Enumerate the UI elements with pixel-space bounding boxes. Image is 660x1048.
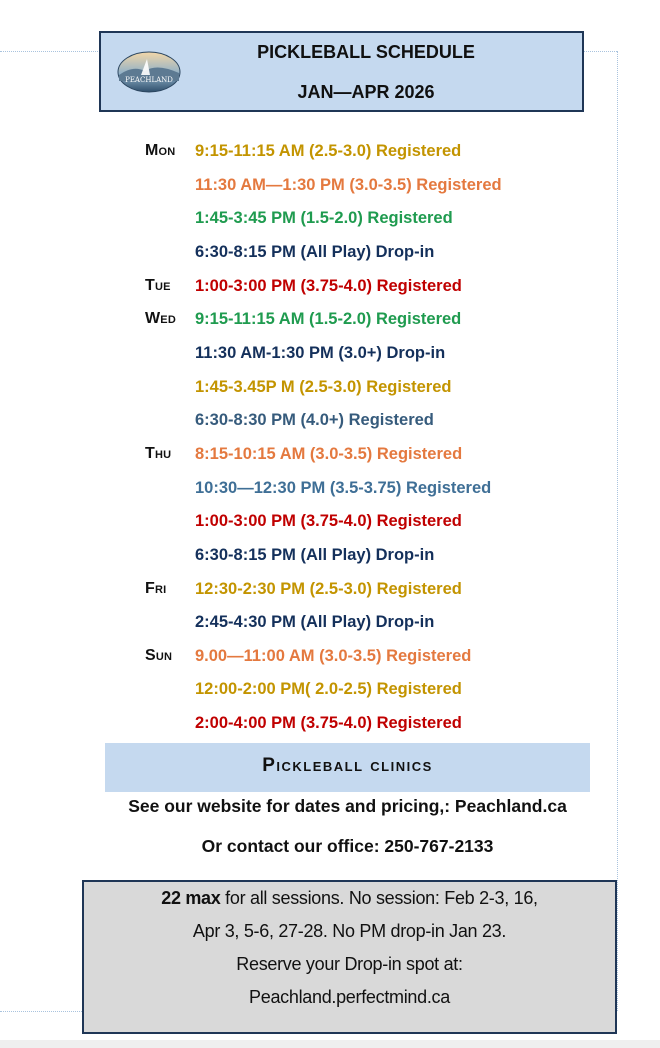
- notice-box: [82, 880, 617, 1034]
- office-contact: Or contact our office: 250-767-2133: [201, 836, 494, 856]
- session-slot: 8:15-10:15 AM (3.0-3.5) Registered: [195, 445, 463, 463]
- session-slot: 1:45-3:45 PM (1.5-2.0) Registered: [195, 209, 453, 227]
- page-guide-right: [617, 51, 618, 1011]
- session-slot: 12:00-2:00 PM( 2.0-2.5) Registered: [195, 680, 462, 698]
- session-slot: 1:00-3:00 PM (3.75-4.0) Registered: [195, 277, 462, 295]
- day-label-tue: Tue: [145, 277, 171, 294]
- page-guide-bottom: [0, 1011, 82, 1012]
- website-info: See our website for dates and pricing,: Peachland.ca: [128, 796, 567, 816]
- day-label-mon: Mon: [145, 142, 176, 159]
- schedule-header: [99, 31, 584, 112]
- notice-line-2: Apr 3, 5-6, 27-28. No PM drop-in Jan 23.: [192, 921, 507, 941]
- notice-line-1: [84, 888, 615, 909]
- session-slot: 6:30-8:15 PM (All Play) Drop-in: [195, 546, 435, 564]
- no-session-dates: for all sessions. No session: Feb 2-3, 16,: [220, 888, 538, 908]
- session-slot: 2:45-4:30 PM (All Play) Drop-in: [195, 613, 435, 631]
- session-slot: 9:15-11:15 AM (2.5-3.0) Registered: [195, 142, 462, 160]
- clinics-banner: [105, 743, 590, 792]
- session-slot: 9:15-11:15 AM (1.5-2.0) Registered: [195, 310, 462, 328]
- session-slot: 1:45-3.45P M (2.5-3.0) Registered: [195, 378, 452, 396]
- day-label-sun: Sun: [145, 647, 173, 664]
- session-slot: 2:00-4:00 PM (3.75-4.0) Registered: [195, 714, 462, 732]
- schedule-title: PICKLEBALL SCHEDULE: [257, 42, 475, 62]
- day-label-fri: Fri: [145, 580, 167, 597]
- schedule-date-range: JAN—APR 2026: [297, 82, 435, 102]
- session-slot: 10:30—12:30 PM (3.5-3.75) Registered: [195, 479, 492, 497]
- session-slot: 1:00-3:00 PM (3.75-4.0) Registered: [195, 512, 462, 530]
- session-slot: 11:30 AM—1:30 PM (3.0-3.5) Registered: [195, 176, 502, 194]
- page-footer-strip: [0, 1040, 660, 1048]
- session-slot: 6:30-8:30 PM (4.0+) Registered: [195, 411, 434, 429]
- day-label-thu: Thu: [145, 445, 172, 462]
- session-slot: 11:30 AM-1:30 PM (3.0+) Drop-in: [195, 344, 446, 362]
- notice-line-3: Reserve your Drop-in spot at:: [236, 954, 463, 974]
- logo-text: PEACHLAND: [125, 76, 173, 84]
- session-slot: 6:30-8:15 PM (All Play) Drop-in: [195, 243, 435, 261]
- day-label-wed: Wed: [145, 310, 176, 327]
- peachland-logo-icon: [117, 51, 181, 93]
- booking-website: Peachland.perfectmind.ca: [249, 987, 450, 1007]
- max-participants: 22 max: [161, 888, 221, 908]
- page-guide-top-left: [0, 51, 100, 52]
- clinics-title: Pickleball clinics: [262, 755, 433, 776]
- session-slot: 12:30-2:30 PM (2.5-3.0) Registered: [195, 580, 462, 598]
- session-slot: 9.00—11:00 AM (3.0-3.5) Registered: [195, 647, 472, 665]
- page-guide-top-right: [583, 51, 617, 52]
